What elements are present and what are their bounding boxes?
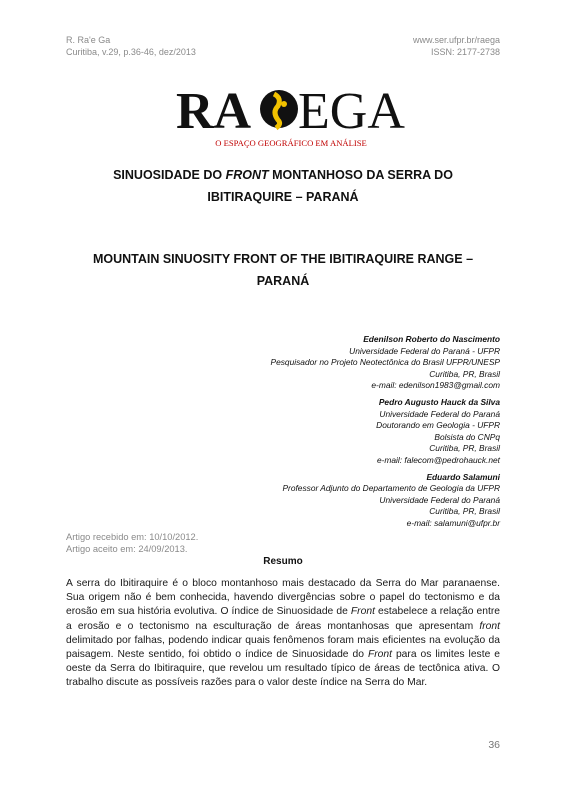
author-name: Eduardo Salamuni [426,471,500,482]
title-en-line2: PARANÁ [256,274,310,288]
journal-url[interactable]: www.ser.ufpr.br/raega [412,35,500,45]
abstract-heading: Resumo [263,556,303,567]
author-affiliation: Universidade Federal do Paraná [379,494,500,505]
author-affiliation: Universidade Federal do Paraná - UFPR [349,345,500,356]
abstract-text [66,577,500,691]
title-pt-part1: SINUOSIDADE DO [113,168,226,182]
title-english [60,248,506,292]
author-location: Curitiba, PR, Brasil [429,506,500,517]
author-role: Doutorando em Geologia - UFPR [376,420,500,431]
title-pt-line1 [60,164,506,186]
accepted-date: Artigo aceito em: 24/09/2013. [66,544,188,554]
author-email[interactable]: e-mail: salamuni@ufpr.br [406,517,500,528]
author-2 [170,397,500,467]
author-1 [170,334,500,392]
globe-icon [260,90,298,128]
abstract-italic3: Front [367,649,392,661]
author-name: Pedro Augusto Hauck da Silva [378,396,500,407]
title-portuguese [60,164,506,208]
journal-name: R. Ra'e Ga [66,35,111,45]
author-email[interactable]: e-mail: edenilson1983@gmail.com [371,380,500,391]
author-3 [170,472,500,530]
title-pt-italic: FRONT [225,168,269,182]
logo-wordmark-left: RA [176,83,252,140]
journal-issn: ISSN: 2177-2738 [430,47,500,57]
author-location: Curitiba, PR, Brasil [429,368,500,379]
article-dates [66,531,198,555]
author-affiliation: Universidade Federal do Paraná [379,408,500,419]
author-name: Edenilson Roberto do Nascimento [363,334,500,344]
journal-header-right [413,34,500,58]
journal-citation: Curitiba, v.29, p.36-46, dez/2013 [66,47,196,57]
abstract-italic1: Front [350,606,375,618]
abstract-part2: estabelece a relação entre a erosão e o tectonismo na esculturação de áreas montanhosas que apresentam [66,606,501,632]
title-en-line1: MOUNTAIN SINUOSITY FRONT OF THE IBITIRAQUIRE RANGE – [92,252,474,266]
title-pt-part2: MONTANHOSO DA SERRA DO [268,168,453,182]
abstract-part1: A serra do Ibitiraquire é o bloco montanhoso mais destacado da Serra do Mar paranaense. Sua origem não é bem conhecida, havendo divergências sobre o papel do tectonismo e da erosão em sua história evolutiva. O índice de Sinuosidade de [66,578,500,618]
author-list [170,334,500,535]
received-date: Artigo recebido em: 10/10/2012. [66,532,199,542]
logo-wordmark-right: EGA [298,83,405,140]
logo-tagline: O ESPAÇO GEOGRÁFICO EM ANÁLISE [215,138,367,148]
page-number: 36 [488,739,500,751]
journal-header-left [66,34,196,58]
author-role: Pesquisador no Projeto Neotectônica do Brasil UFPR/UNESP [270,357,500,368]
title-pt-line2: IBITIRAQUIRE – PARANÁ [207,190,359,204]
abstract-part3: delimitado por falhas, podendo indicar quais fenômenos foram mais eficientes na evolução da paisagem. Neste sentido, foi obtido o índice de Sinuosidade do [66,634,500,661]
raega-logo [176,80,406,152]
author-location: Curitiba, PR, Brasil [429,443,500,454]
author-role: Professor Adjunto do Departamento de Geologia da UFPR [282,483,500,494]
author-email[interactable]: e-mail: falecom@pedrohauck.net [376,454,500,465]
abstract-italic2: front [479,620,500,632]
abstract-part4: para os limites leste e oeste da Serra do Ibitiraquire, que revelou um resultado típico de áreas de tectônica ativa. O trabalho discute as possíveis razões para o valor deste índice na Serra do Mar. [66,649,500,689]
author-funding: Bolsista do CNPq [434,431,500,442]
